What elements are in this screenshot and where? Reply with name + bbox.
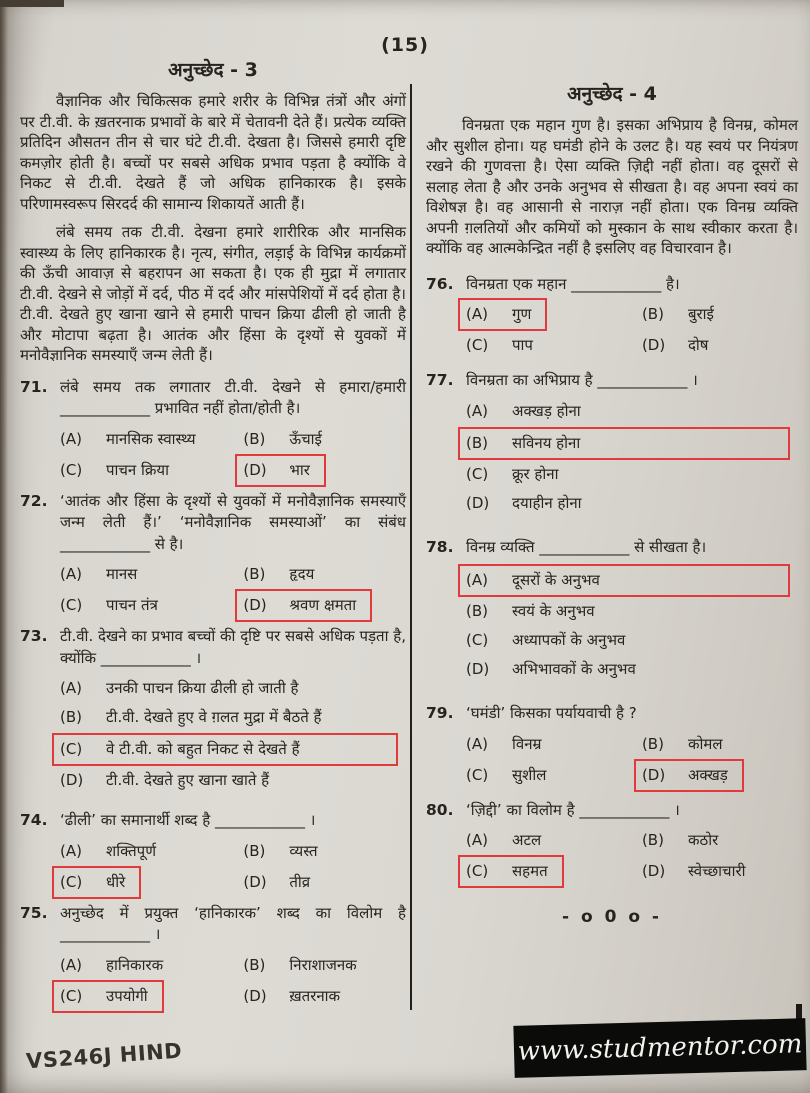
options-list [60,678,406,790]
option-text: व्यस्त [289,841,318,860]
option-text: धीरे [106,872,126,891]
option-label: (D) [641,862,666,880]
question-body [60,903,406,1006]
question-number: 78. [426,537,454,556]
question-body [466,703,798,785]
photo-edge-top [0,0,64,7]
option-label: (D) [243,872,267,891]
passage-4-paragraph-1: विनम्रता एक महान गुण है। इसका अभिप्राय है विनम्र, कोमल और सुशील होना। यह घमंडी होने के उलट है। यह स्वयं पर नियंत्रण रखने की गुणवत्ता है। ऐसा व्यक्ति ज़िद्दी नहीं होता। वह दूसरों से सलाह लेता है और उनके अनुभव से सीखता है। वह अपना स्वयं का विशेषज्ञ है। वह आसानी से नाराज़ नहीं होता। एक विनम्र व्यक्ति अपनी ग़लतियों और कमियों को मुस्कान के साथ स्वीकार करता है। क्योंकि वह आत्मकेन्द्रित नहीं है इसलिए वह विचारवान है। [426,116,798,257]
option-d-answer-box [634,759,744,792]
question-74 [20,810,406,892]
option-text: सविनय होना [512,433,581,452]
option-a [466,401,798,421]
option-label: (D) [641,765,666,784]
option-label: (C) [60,740,83,758]
option-d [243,872,406,892]
question-body [466,800,798,882]
question-body [466,274,798,356]
option-c [466,630,798,650]
option-text: विनम्र [512,734,542,753]
option-label: (A) [466,571,488,589]
question-75 [20,903,406,1006]
left-column [20,56,406,1006]
options-grid [466,734,798,785]
option-label: (A) [60,841,82,860]
option-label: (C) [466,862,489,880]
option-text: टी.वी. देखते हुए वे ग़लत मुद्रा में बैठते हैं [106,708,322,726]
option-label: (C) [60,872,83,891]
option-label: (C) [466,464,489,483]
question-number: 76. [426,274,454,293]
options-grid [60,841,406,892]
option-text: अक्खड़ [687,765,728,784]
question-text: ‘ज़िद्दी’ का विलोम है ____________ । [466,800,680,819]
question-body [60,377,406,480]
option-b [243,955,406,975]
option-c [466,765,642,785]
option-label: (B) [466,433,488,452]
question-number: 75. [20,903,48,922]
option-label: (D) [243,596,267,614]
option-text: निराशाजनक [289,955,357,974]
option-text: अटल [512,831,542,849]
option-label: (C) [60,460,83,479]
option-text: दोष [687,336,709,354]
option-d [642,861,798,881]
passage-3-paragraph-2: लंबे समय तक टी.वी. देखना हमारे शारीरिक और मानसिक स्वास्थ्य के लिए हानिकारक है। नृत्य, संगीत, लड़ाई के विभिन्न कार्यक्रमों की ऊँची आवाज़ से बहरापन आ सकता है। एक ही मुद्रा में लगातार टी.वी. देखने से जोड़ों में दर्द, पीठ में दर्द और मांसपेशियों में दर्द होता है। टी.वी. देखते हुए खाना खाने से हमारी पाचन क्रिया ढीली हो जाती है और मोटापा बढ़ता है। आतंक और हिंसा के दृश्यों से युवकों में मनोवैज्ञानिक समस्याएँ जन्म लेती हैं। [20,223,406,364]
option-label: (A) [60,565,82,583]
option-text: स्वयं के अनुभव [512,602,595,620]
option-text: ऊँचाई [289,429,322,448]
paper-code: VS246J HIND [25,1038,183,1074]
question-number: 80. [426,800,454,819]
option-text: उपयोगी [106,986,148,1005]
option-text: टी.वी. देखते हुए खाना खाते हैं [106,771,270,789]
page-number: (15) [381,34,429,56]
photo-edge-left [0,0,8,1093]
option-text: दयाहीन होना [512,493,582,512]
question-text: अनुच्छेद में प्रयुक्त ‘हानिकारक’ शब्द का विलोम है ____________ । [60,903,406,943]
option-label: (B) [243,565,266,583]
option-b [466,601,798,621]
option-a [60,841,243,861]
option-label: (C) [466,336,489,354]
option-label: (D) [466,493,490,512]
option-d-answer-box [235,589,372,622]
option-a [60,429,243,449]
question-text: विनम्र व्यक्ति ____________ से सीखता है। [466,537,707,556]
option-text: गुण [512,305,532,323]
option-label: (D) [243,986,267,1005]
option-label: (A) [466,734,488,753]
option-text: शक्तिपूर्ण [106,841,157,860]
question-number: 77. [426,371,454,389]
option-c [466,464,798,484]
option-a [466,734,642,754]
option-text: वे टी.वी. को बहुत निकट से देखते हैं [106,740,300,758]
question-body [60,810,406,892]
question-text: लंबे समय तक लगातार टी.वी. देखने से हमारा/हमारी ____________ प्रभावित नहीं होता/होती है। [60,377,406,417]
option-text: मानस [106,565,138,583]
right-column [426,80,798,927]
option-b-answer-box [458,427,790,460]
option-label: (A) [60,429,82,448]
option-text: अध्यापकों के अनुभव [512,631,626,649]
option-text: श्रवण क्षमता [289,596,357,614]
option-a [60,955,243,975]
option-b [60,707,406,727]
options-grid [466,830,798,881]
option-label: (A) [466,305,488,323]
option-label: (B) [243,955,266,974]
option-d [642,335,798,355]
option-label: (B) [641,734,664,753]
question-78 [426,537,798,689]
option-label: (C) [60,596,83,614]
option-text: अक्खड़ होना [512,401,581,420]
option-text: हृदय [289,565,315,583]
question-72 [20,491,406,616]
passage-3-paragraph-1: वैज्ञानिक और चिकित्सक हमारे शरीर के विभिन्न तंत्रों और अंगों पर टी.वी. के ख़तरनाक प्रभावों के बारे में चेतावनी देते हैं। प्रत्येक व्यक्ति प्रतिदिन औसतन तीन से चार घंटे टी.वी. देखता है। जिससे हमारी दृष्टि कमज़ोर होती है। बच्चों पर सबसे अधिक प्रभाव पड़ता है क्योंकि वे निकट से टी.वी. देखते हैं जो अधिक हानिकारक है। इसके परिणामस्वरूप सिरदर्द की सामान्य शिकायतें आती हैं। [20,92,406,213]
option-label: (C) [466,765,489,784]
option-label: (B) [641,305,664,323]
question-71 [20,377,406,480]
option-text: हानिकारक [106,955,164,974]
option-b [642,734,798,754]
question-79 [426,703,798,785]
question-number: 79. [426,704,454,722]
question-text: ‘ढीली’ का समानार्थी शब्द है ____________ । [60,811,316,829]
option-text: बुराई [687,305,714,323]
question-text: ‘घमंडी’ किसका पर्यायवाची है ? [466,704,637,722]
option-b [243,429,406,449]
option-c-answer-box [52,866,141,899]
question-73 [20,626,406,799]
question-80 [426,800,798,882]
option-b [243,841,406,861]
option-a [60,564,243,584]
option-label: (D) [641,336,666,354]
option-text: दूसरों के अनुभव [512,571,600,589]
option-label: (A) [466,831,488,849]
option-text: ख़तरनाक [289,986,341,1005]
option-d [466,493,798,513]
question-body [60,626,406,799]
option-label: (C) [60,986,83,1005]
question-body [466,370,798,522]
question-77 [426,370,798,522]
option-text: कठोर [687,831,719,849]
option-label: (B) [60,708,82,726]
option-d [466,659,798,679]
option-label: (D) [60,771,84,789]
option-label: (A) [60,955,82,974]
options-grid [60,955,406,1006]
option-d [60,770,406,790]
watermark-url: www.studmentor.com [517,1029,803,1067]
options-list [466,564,798,679]
option-label: (B) [641,831,664,849]
option-text: मानसिक स्वास्थ्य [106,429,196,448]
option-text: तीव्र [289,872,311,891]
option-text: सुशील [512,765,547,784]
option-text: पाप [512,336,533,354]
option-label: (B) [243,841,266,860]
option-text: कोमल [687,734,723,753]
options-grid [60,564,406,615]
column-divider [410,84,412,1010]
option-b [642,830,798,850]
option-text: सहमत [512,862,548,880]
option-b [243,564,406,584]
option-a-answer-box [458,298,547,331]
option-c [60,460,243,480]
option-a [466,830,642,850]
question-body [60,491,406,616]
option-label: (C) [466,631,489,649]
option-c-answer-box [52,733,398,766]
option-text: पाचन क्रिया [106,460,170,479]
question-body [466,537,798,689]
question-text: विनम्रता एक महान ____________ है। [466,274,680,293]
option-text: स्वेच्छाचारी [687,862,746,880]
watermark-bar [513,1018,806,1078]
passage-3-heading: अनुच्छेद - 3 [168,59,258,81]
option-label: (D) [466,660,490,678]
option-label: (B) [466,602,488,620]
question-text: ‘आतंक और हिंसा के दृश्यों से युवकों में मनोवैज्ञानिक समस्याएँ जन्म लेती हैं।’ ‘मनोवैज्ञानिक समस्याओं’ का संबंध ____________ से है। [60,491,406,553]
option-text: अभिभावकों के अनुभव [512,660,636,678]
section-end-marker: - o 0 o - [562,907,662,927]
option-label: (D) [243,460,267,479]
option-a-answer-box [458,564,790,597]
option-c-answer-box [52,980,164,1013]
option-c-answer-box [458,855,564,888]
option-label: (A) [466,401,488,420]
option-b [642,304,798,324]
option-text: क्रूर होना [512,464,559,483]
option-label: (B) [243,429,266,448]
options-list [466,401,798,513]
option-text: पाचन तंत्र [106,596,158,614]
passage-4-heading: अनुच्छेद - 4 [567,83,657,105]
option-text: भार [289,460,310,479]
option-c [60,595,243,615]
question-text: टी.वी. देखने का प्रभाव बच्चों की दृष्टि पर सबसे अधिक पड़ता है, क्योंकि ____________ । [60,627,406,667]
option-a [60,678,406,698]
option-d-answer-box [235,454,326,487]
option-text: उनकी पाचन क्रिया ढीली हो जाती है [106,679,299,697]
question-number: 72. [20,491,48,510]
question-number: 74. [20,811,48,829]
question-76 [426,274,798,356]
option-label: (A) [60,679,82,697]
options-grid [60,429,406,480]
options-grid [466,304,798,355]
question-text: विनम्रता का अभिप्राय है ____________ । [466,371,698,389]
question-number: 71. [20,377,48,396]
option-d [243,986,406,1006]
option-c [466,335,642,355]
question-number: 73. [20,627,48,645]
